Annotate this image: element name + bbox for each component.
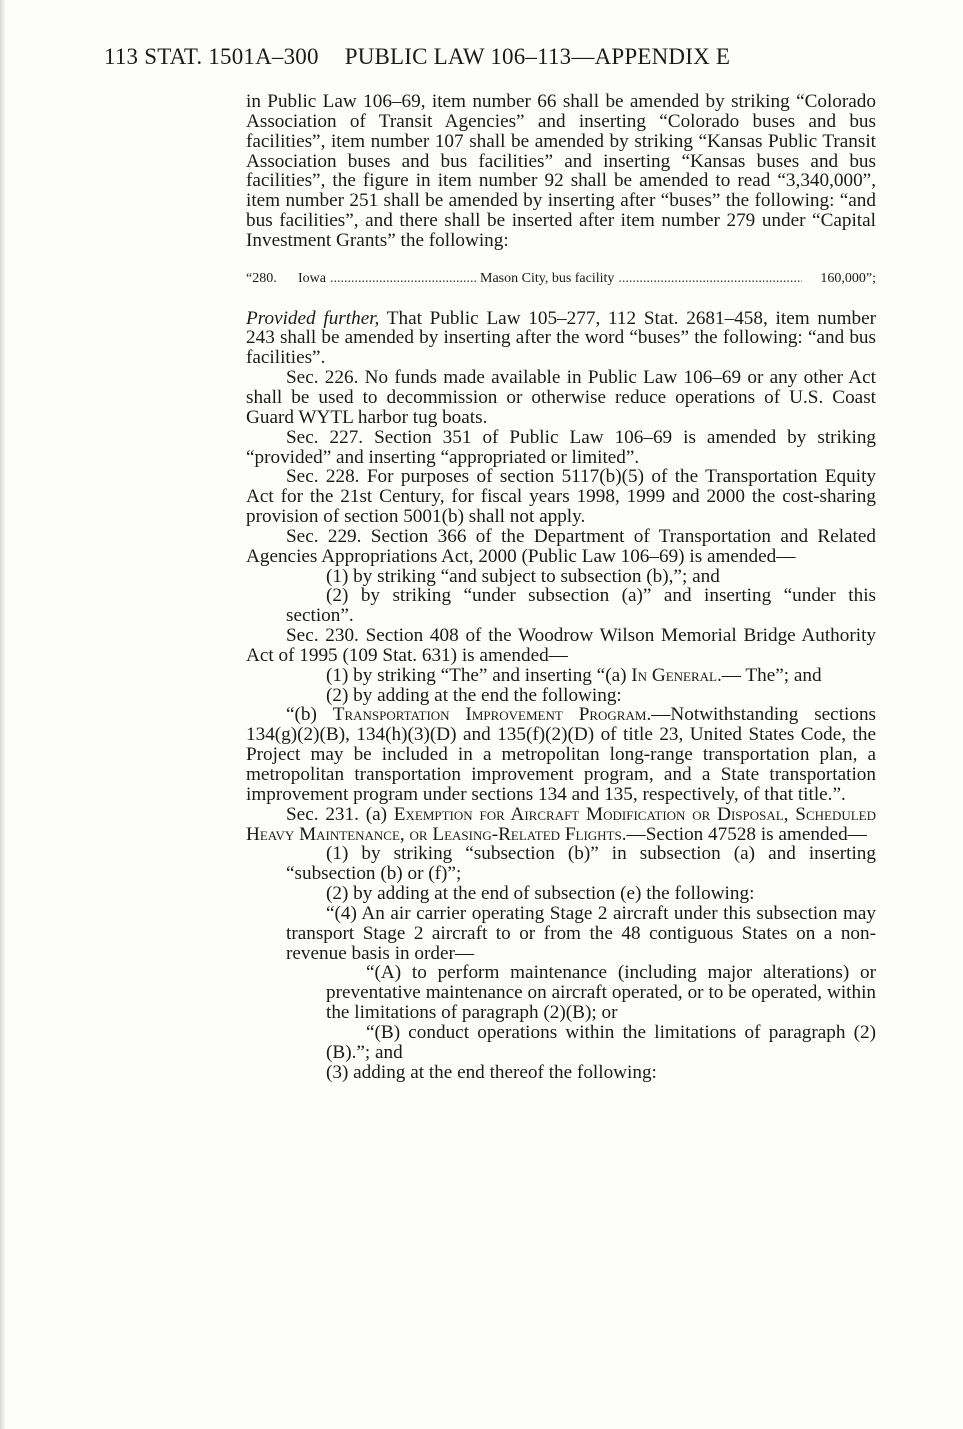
project-cell [480,269,806,289]
table-row [246,269,876,289]
section-text: For purposes of section 5117(b)(5) of the Transportation Equity Act for the 21st Century, for fiscal years 1998, 1999 and 2000 the cost-sharing provision of section 5001(b) shall not apply. [246,466,877,528]
document-body [246,92,876,1083]
section-label: Sec. 227. [286,426,364,448]
section-text: Section 351 of Public Law 106–69 is amended by striking “provided” and inserting “appropriated or limited”. [246,426,877,468]
section-230 [246,626,876,666]
quoted-subparagraph-a: “(A) to perform maintenance (including major alterations) or preventative maintenance on aircraft operated, or to be operated, within the limitations of paragraph (2)(B); or [326,962,876,1024]
section-text: No funds made available in Public Law 106–69 or any other Act shall be used to decommission or otherwise reduce operations of U.S. Coast Guard WYTL harbor tug boats. [246,367,876,428]
item-number: “280. [246,270,277,286]
section-231-item-1: (1) by striking “subsection (b)” in subsection (a) and inserting “subsection (b) or (f)”; [286,843,876,885]
quoted-paragraph-4: “(4) An air carrier operating Stage 2 aircraft under this subsection may transport Stage 2 aircraft to or from the 48 contiguous States on a non-revenue basis in order— [286,902,876,964]
section-text: Section 408 of the Woodrow Wilson Memorial Bridge Authority Act of 1995 (109 Stat. 631) is amended— [246,625,877,666]
state-name: Iowa [298,270,326,286]
law-title: PUBLIC LAW 106–113—APPENDIX E [344,44,731,69]
section-226 [246,368,876,428]
leader-dots [330,269,476,289]
section-label: Sec. 226. [286,367,359,389]
amount-cell: 160,000”; [820,270,876,286]
stat-citation: 113 STAT. 1501A–300 [104,44,319,69]
section-230-quoted-subsection: “(b) Transportation Improvement Program.—Notwithstanding sections 134(g)(2)(B), 134(h)(3)(D) and 135(f)(2)(D) of title 23, United States Code, the Project may be included in a metropolitan long-range transportation plan, a metropolitan transportation improvement program, and a State transportation improvement program under sections 134 and 135, respectively, of that title.”. [246,704,877,805]
page-edge-shadow [0,0,6,1429]
section-text: .—Section 47528 is amended— [621,823,867,845]
section-229-item-2: (2) by striking “under subsection (a)” and inserting “under this section”. [286,585,876,627]
section-label: Sec. 228. [286,466,360,488]
section-heading: Exemption for Aircraft Modification or Disposal, Scheduled Heavy Maintenance, or Leasing-Related Flights [246,803,876,845]
proviso-paragraph [246,309,876,369]
section-231: Sec. 231. (a) Exemption for Aircraft Modification or Disposal, Scheduled Heavy Maintenance, or Leasing-Related Flights.—Section 47528 is amended— [246,803,876,845]
section-231-item-2: (2) by adding at the end of subsection (e) the following: [326,883,755,905]
leader-dots [618,269,802,289]
section-228 [246,467,876,527]
quoted-subparagraph-b: “(B) conduct operations within the limitations of paragraph (2)(B).”; and [326,1021,876,1063]
section-label: Sec. 230. [286,625,359,647]
state-cell [298,269,480,289]
section-230-item-2: (2) by adding at the end the following: [326,684,622,706]
section-text: Section 366 of the Department of Transportation and Related Agencies Appropriations Act, 2000 (Public Law 106–69) is amended— [246,525,877,567]
section-229-item-1: (1) by striking “and subject to subsection (b),”; and [326,565,720,587]
section-230-item-1: (1) by striking “The” and inserting “(a) In General.— The”; and [326,664,822,686]
section-227 [246,428,876,468]
intro-paragraph: in Public Law 106–69, item number 66 shall be amended by striking “Colorado Association of Transit Agencies” and inserting “Colorado buses and bus facilities”, item number 107 shall be amended by striking “Kansas Public Transit Association buses and bus facilities” and inserting “Kansas buses and bus facilities”, the figure in item number 92 shall be amended to read “3,340,000”, item number 251 shall be amended by inserting after “buses” the following: “and bus facilities”, and there shall be inserted after item number 279 under “Capital Investment Grants” the following: [246,91,876,251]
section-229 [246,527,876,567]
section-label: Sec. 231. [286,803,359,825]
project-name: Mason City, bus facility [480,270,615,286]
proviso-lead: Provided further, [246,307,380,329]
section-231-item-3: (3) adding at the end thereof the following: [326,1061,657,1083]
proviso-text: That Public Law 105–277, 112 Stat. 2681–458, item number 243 shall be amended by inserting after the word “buses” the following: “and bus facilities”. [246,307,876,369]
page-header [104,44,730,70]
section-label: Sec. 229. [286,525,362,547]
